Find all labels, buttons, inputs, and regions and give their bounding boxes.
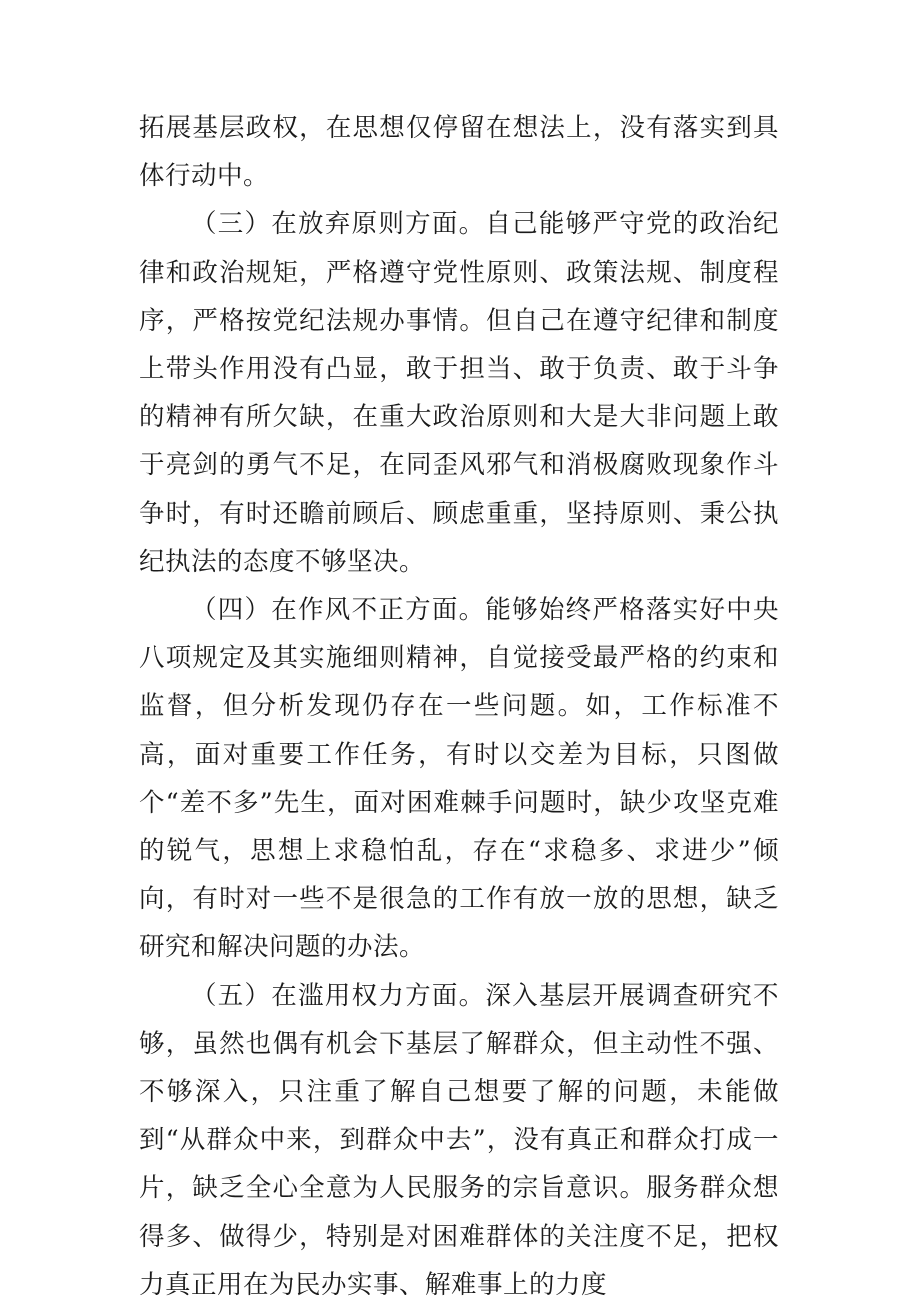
paragraph-section-four: （四）在作风不正方面。能够始终严格落实好中央八项规定及其实施细则精神，自觉接受最严格的约束和监督，但分析发现仍存在一些问题。如，工作标准不高，面对重要工作任务，有时以交差为目标，只图做个“差不多”先生，面对困难棘手问题时，缺少攻坚克难的锐气，思想上求稳怕乱，存在“求稳多、求进少”倾向，有时对一些不是很急的工作有放一放的思想，缺乏研究和解决问题的办法。 [139,595,779,963]
paragraph-section-five: （五）在滥用权力方面。深入基层开展调查研究不够，虽然也偶有机会下基层了解群众，但主动性不强、不够深入，只注重了解自己想要了解的问题，未能做到“从群众中来，到群众中去”，没有真正和群众打成一片，缺乏全心全意为人民服务的宗旨意识。服务群众想得多、做得少，特别是对困难群体的关注度不足，把权力真正用在为民办实事、解难事上的力度 [139,980,779,1300]
document-body [139,104,779,1309]
paragraph-section-three: （三）在放弃原则方面。自己能够严守党的政治纪律和政治规矩，严格遵守党性原则、政策法规、制度程序，严格按党纪法规办事情。但自己在遵守纪律和制度上带头作用没有凸显，敢于担当、敢于负责、敢于斗争的精神有所欠缺，在重大政治原则和大是大非问题上敢于亮剑的勇气不足，在同歪风邪气和消极腐败现象作斗争时，有时还瞻前顾后、顾虑重重，坚持原则、秉公执纪执法的态度不够坚决。 [139,209,779,577]
paragraph-continuation: 拓展基层政权，在思想仅停留在想法上，没有落实到具体行动中。 [139,113,779,192]
